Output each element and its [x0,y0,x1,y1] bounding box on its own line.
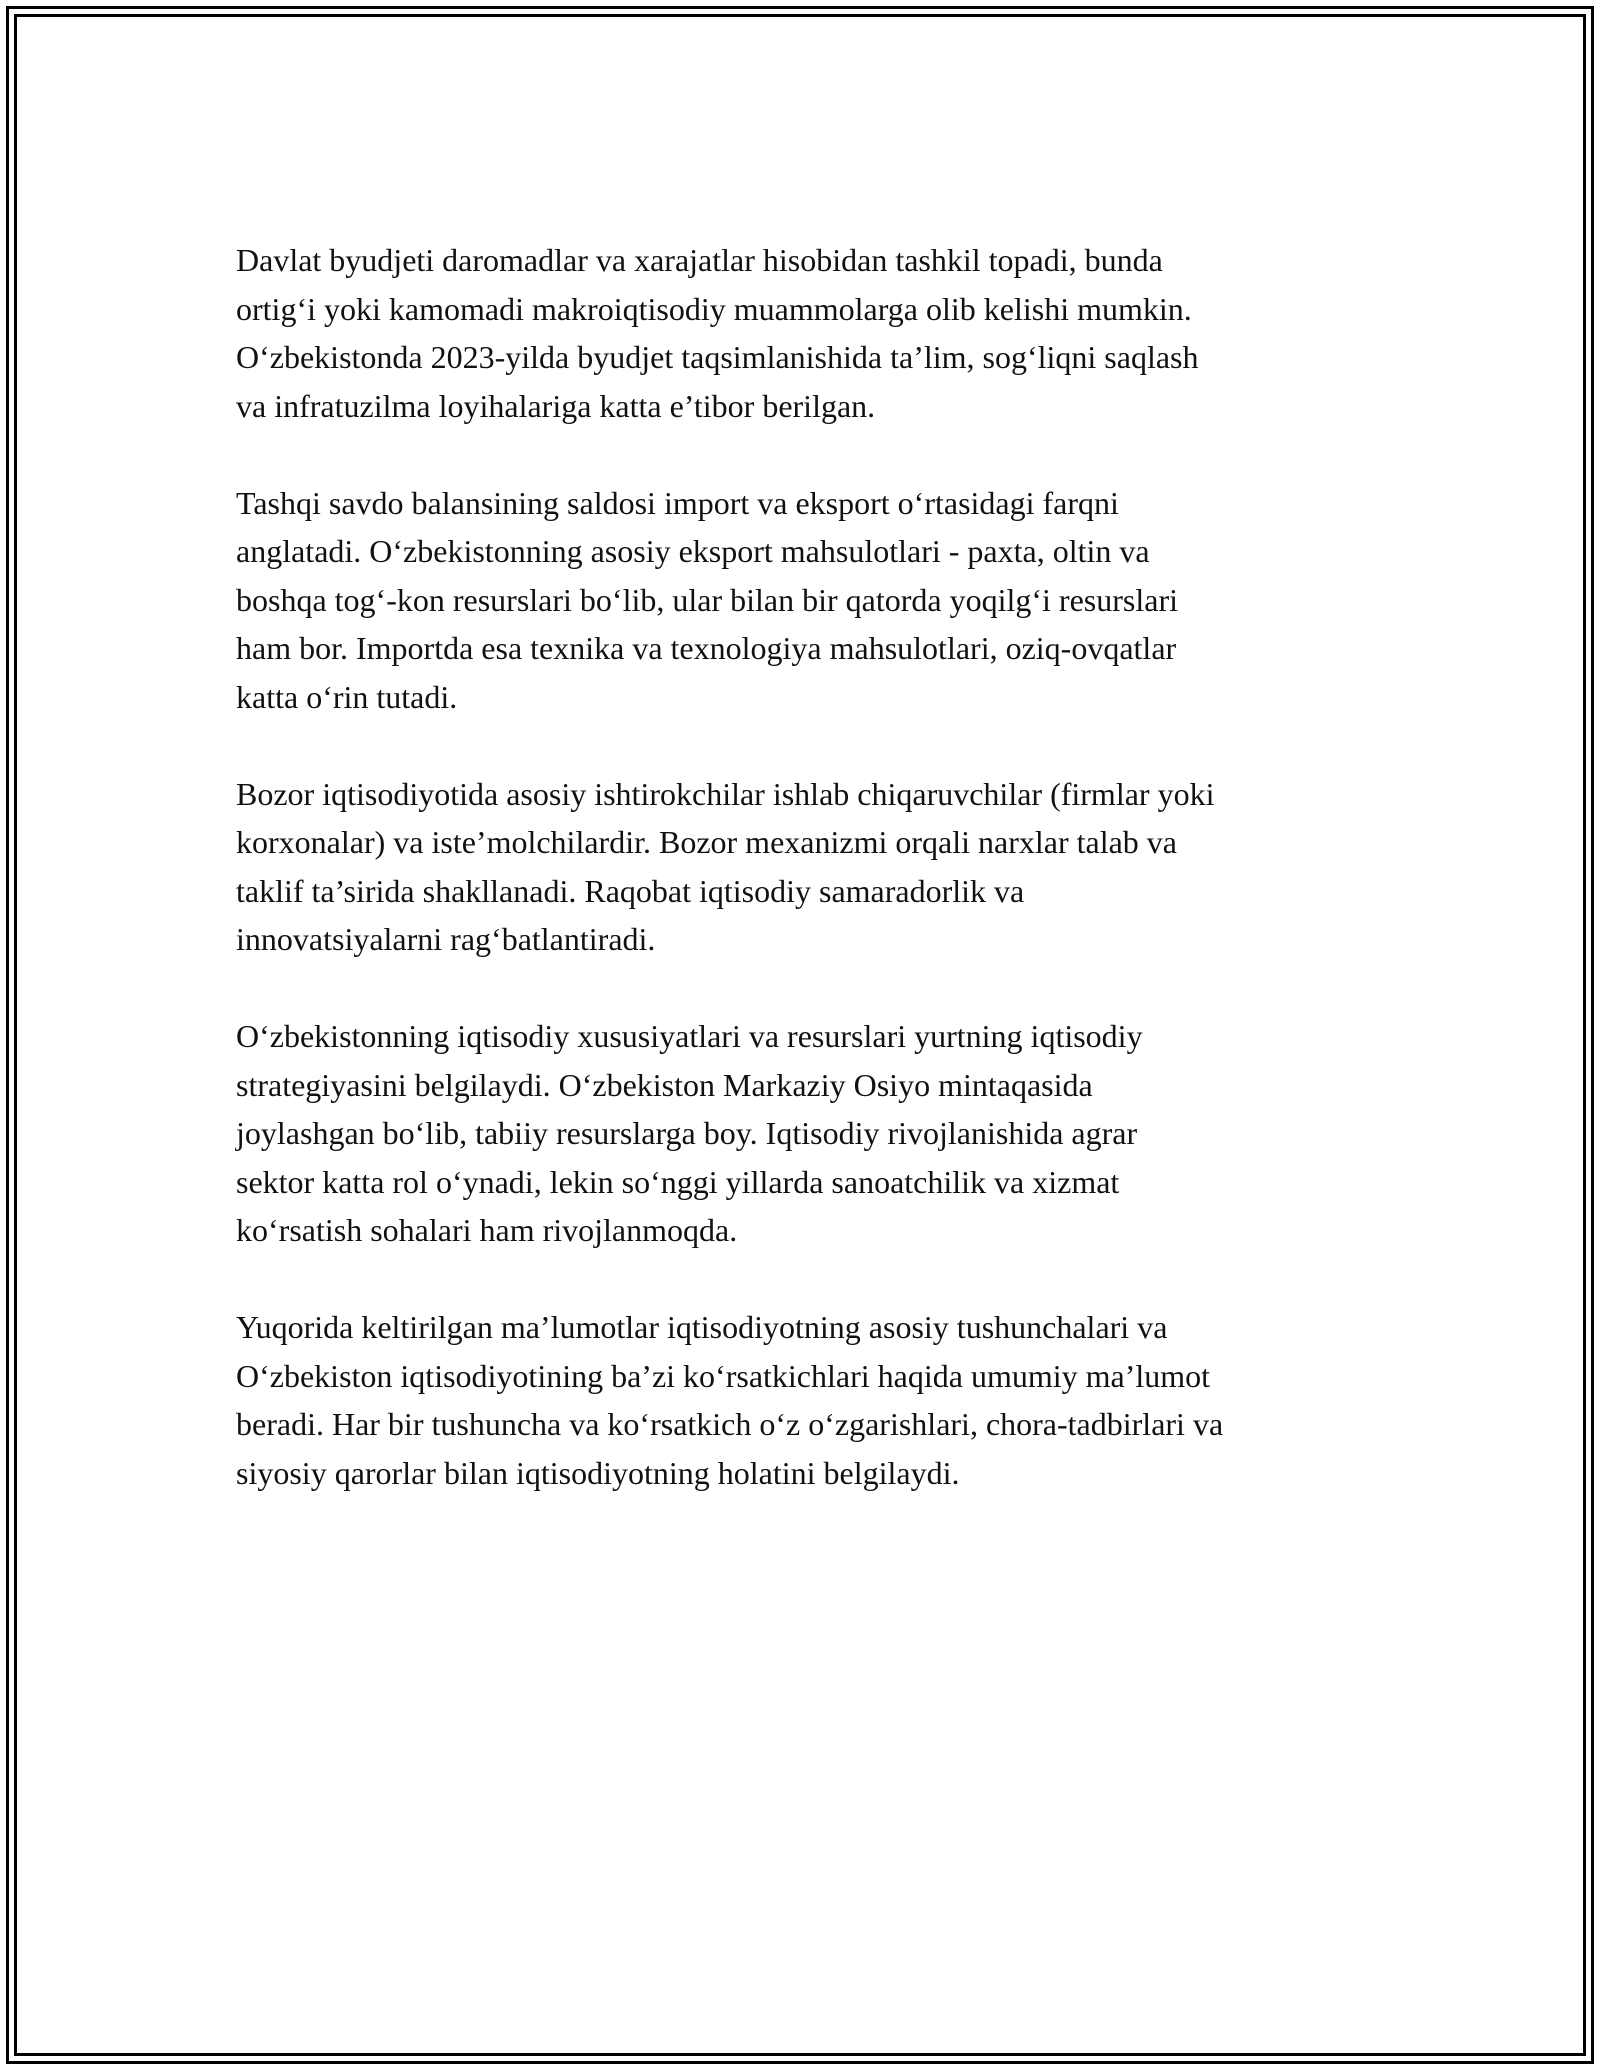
paragraph-economic-features: O‘zbekistonning iqtisodiy xususiyatlari va resurslari yurtning iqtisodiy strategiyasini belgilaydi. O‘zbekiston Markaziy Osiyo mintaqasida joylashgan bo‘lib, tabiiy resurslarga boy. Iqtisodiy rivojlanishida agrar sektor katta rol o‘ynadi, lekin so‘nggi yillarda sanoatchilik va xizmat ko‘rsatish sohalari ham rivojlanmoqda. [236,1018,1143,1248]
document-body [236,236,1386,1497]
paragraph-budget: Davlat byudjeti daromadlar va xarajatlar hisobidan tashkil topadi, bunda ortig‘i yoki kamomadi makroiqtisodiy muammolarga olib kelishi mumkin. O‘zbekistonda 2023-yilda byudjet taqsimlanishida ta’lim, sog‘liqni saqlash va infratuzilma loyihalariga katta e’tibor berilgan. [236,242,1199,424]
paragraph-market-economy: Bozor iqtisodiyotida asosiy ishtirokchilar ishlab chiqaruvchilar (firmlar yoki korxonalar) va iste’molchilardir. Bozor mexanizmi orqali narxlar talab va taklif ta’sirida shakllanadi. Raqobat iqtisodiy samaradorlik va innovatsiyalarni rag‘batlantiradi. [236,775,1215,957]
paragraph-trade-balance: Tashqi savdo balansining saldosi import va eksport o‘rtasidagi farqni anglatadi. O‘zbekistonning asosiy eksport mahsulotlari - paxta, oltin va boshqa tog‘-kon resurslari bo‘lib, ular bilan bir qatorda yoqilg‘i resurslari ham bor. Importda esa texnika va texnologiya mahsulotlari, oziq-ovqatlar katta o‘rin tutadi. [236,484,1178,715]
paragraph-summary: Yuqorida keltirilgan ma’lumotlar iqtisodiyotning asosiy tushunchalari va O‘zbekiston iqtisodiyotining ba’zi ko‘rsatkichlari haqida umumiy ma’lumot beradi. Har bir tushuncha va ko‘rsatkich o‘z o‘zgarishlari, chora-tadbirlari va siyosiy qarorlar bilan iqtisodiyotning holatini belgilaydi. [236,1309,1224,1491]
